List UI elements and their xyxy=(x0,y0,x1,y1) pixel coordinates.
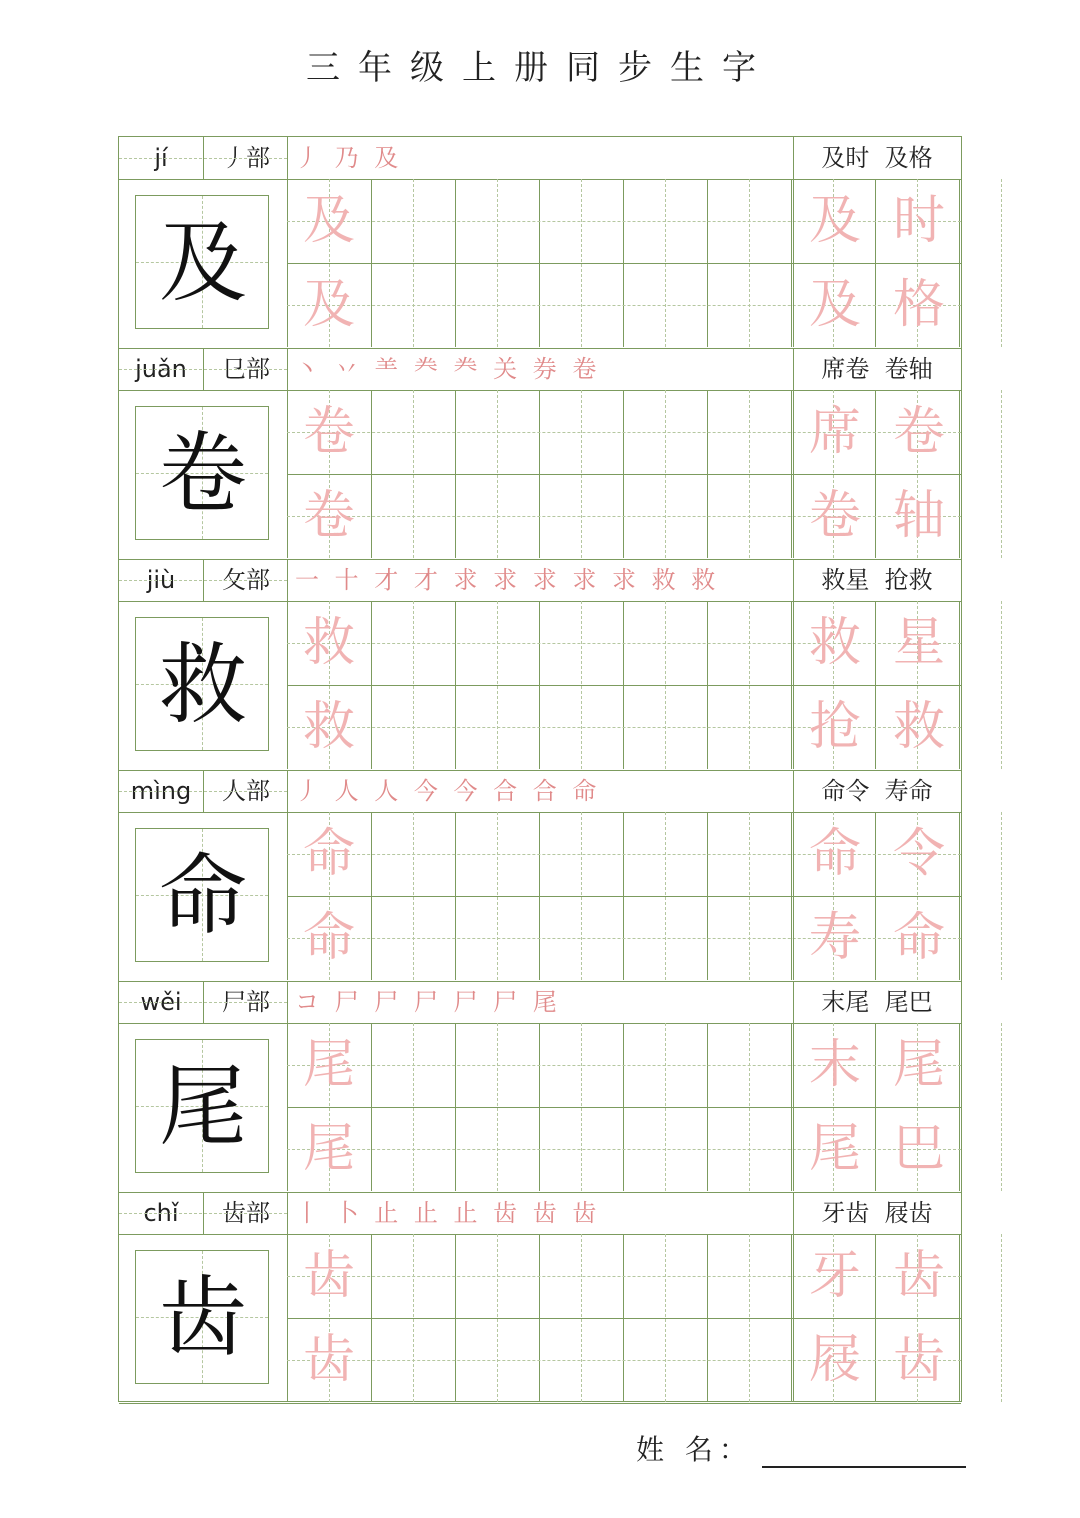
cell-guide xyxy=(749,1234,750,1402)
pinyin-label: jí xyxy=(154,144,168,172)
word-trace-character: 屐 xyxy=(808,1330,861,1390)
word-trace-character: 抢 xyxy=(808,697,861,757)
word-trace-character: 令 xyxy=(892,824,945,884)
words-divider xyxy=(793,981,794,1191)
block-rule xyxy=(119,1403,961,1404)
radical-label: 攵部 xyxy=(222,566,270,594)
cell-guide xyxy=(497,1234,498,1402)
cell-guide xyxy=(581,390,582,558)
header-divider xyxy=(287,770,288,812)
radical-label: 尸部 xyxy=(222,988,270,1016)
header-guide xyxy=(119,1002,287,1003)
trace-character: 及 xyxy=(302,191,355,251)
header-guide xyxy=(119,369,287,370)
header-guide xyxy=(119,580,287,581)
radical-label: 齿部 xyxy=(222,1199,270,1227)
cell-guide xyxy=(1001,812,1002,980)
word-trace-character: 席 xyxy=(808,402,861,462)
cell-guide xyxy=(1001,179,1002,347)
word-trace-character: 时 xyxy=(892,191,945,251)
model-character: 尾 xyxy=(158,1055,247,1158)
cell-guide xyxy=(413,812,414,980)
radical-label: 人部 xyxy=(222,777,270,805)
cell-guide xyxy=(413,1234,414,1402)
cell-guide xyxy=(749,179,750,347)
word-trace-character: 格 xyxy=(892,275,945,335)
trace-character: 命 xyxy=(302,824,355,884)
cell-guide xyxy=(665,390,666,558)
model-character: 卷 xyxy=(158,422,247,525)
cell-guide xyxy=(497,179,498,347)
cell-guide xyxy=(665,601,666,769)
character-block xyxy=(119,770,961,981)
cell-guide xyxy=(1001,390,1002,558)
word-trace-character: 巴 xyxy=(892,1119,945,1179)
words-divider xyxy=(793,1192,794,1402)
stroke-order: 丿 乃 及 xyxy=(295,144,403,172)
cell-guide xyxy=(749,812,750,980)
word-trace-character: 尾 xyxy=(892,1035,945,1095)
model-character-box xyxy=(135,195,269,329)
model-character-box xyxy=(135,406,269,540)
model-character-box xyxy=(135,1039,269,1173)
header-guide xyxy=(119,1213,287,1214)
word-trace-character: 命 xyxy=(808,824,861,884)
cell-guide xyxy=(1001,601,1002,769)
cell-guide xyxy=(497,1023,498,1191)
word-examples: 席卷 卷轴 xyxy=(821,355,933,383)
character-block xyxy=(119,1192,961,1403)
word-trace-character: 卷 xyxy=(892,402,945,462)
cell-guide xyxy=(581,1234,582,1402)
practice-sheet xyxy=(118,136,962,1402)
trace-character: 命 xyxy=(302,908,355,968)
words-divider xyxy=(793,137,794,347)
cell-guide xyxy=(497,812,498,980)
header-divider xyxy=(287,981,288,1023)
header-divider xyxy=(287,137,288,179)
cell-guide xyxy=(749,1023,750,1191)
model-character: 命 xyxy=(158,844,247,947)
cell-guide xyxy=(413,1023,414,1191)
trace-character: 救 xyxy=(302,697,355,757)
model-character-box xyxy=(135,828,269,962)
word-trace-character: 及 xyxy=(808,275,861,335)
cell-guide xyxy=(413,179,414,347)
word-trace-character: 齿 xyxy=(892,1246,945,1306)
word-examples: 牙齿 屐齿 xyxy=(821,1199,933,1227)
model-character: 救 xyxy=(158,633,247,736)
cell-guide xyxy=(413,390,414,558)
trace-character: 卷 xyxy=(302,402,355,462)
word-examples: 救星 抢救 xyxy=(821,566,933,594)
trace-character: 救 xyxy=(302,613,355,673)
trace-character: 及 xyxy=(302,275,355,335)
pinyin-label: jiù xyxy=(146,566,176,594)
cell-guide xyxy=(497,601,498,769)
stroke-order: コ 尸 尸 尸 尸 尸 尾 xyxy=(295,988,561,1016)
cell-guide xyxy=(581,601,582,769)
name-underline[interactable] xyxy=(762,1466,966,1468)
cell-guide xyxy=(413,601,414,769)
model-character: 及 xyxy=(158,211,247,314)
word-trace-character: 救 xyxy=(808,613,861,673)
words-divider xyxy=(793,770,794,980)
header-divider xyxy=(287,1192,288,1234)
word-trace-character: 卷 xyxy=(808,486,861,546)
word-trace-character: 命 xyxy=(892,908,945,968)
word-examples: 及时 及格 xyxy=(821,144,933,172)
header-divider xyxy=(287,559,288,601)
trace-character: 卷 xyxy=(302,486,355,546)
word-trace-character: 末 xyxy=(808,1035,861,1095)
word-trace-character: 牙 xyxy=(808,1246,861,1306)
words-divider xyxy=(793,559,794,769)
word-examples: 末尾 尾巴 xyxy=(821,988,933,1016)
model-character-box xyxy=(135,617,269,751)
cell-guide xyxy=(749,601,750,769)
stroke-order: 一 十 才 才 求 求 求 求 求 救 救 xyxy=(295,566,720,594)
trace-character: 齿 xyxy=(302,1330,355,1390)
cell-guide xyxy=(665,812,666,980)
words-divider xyxy=(793,348,794,558)
pinyin-label: chǐ xyxy=(143,1199,179,1227)
word-trace-character: 及 xyxy=(808,191,861,251)
header-guide xyxy=(119,791,287,792)
cell-guide xyxy=(581,1023,582,1191)
word-trace-character: 齿 xyxy=(892,1330,945,1390)
cell-guide xyxy=(665,179,666,347)
model-character-box xyxy=(135,1250,269,1384)
cell-guide xyxy=(749,390,750,558)
word-examples: 命令 寿命 xyxy=(821,777,933,805)
cell-guide xyxy=(581,179,582,347)
word-trace-character: 轴 xyxy=(892,486,945,546)
pinyin-label: mìng xyxy=(130,777,192,805)
word-trace-character: 星 xyxy=(892,613,945,673)
trace-character: 尾 xyxy=(302,1035,355,1095)
cell-guide xyxy=(497,390,498,558)
header-guide xyxy=(119,158,287,159)
name-label: 姓 名： xyxy=(636,1433,753,1466)
stroke-order: 丿 人 人 今 今 合 合 命 xyxy=(295,777,601,805)
cell-guide xyxy=(1001,1023,1002,1191)
character-block xyxy=(119,559,961,770)
character-block xyxy=(119,348,961,559)
radical-label: 㔾部 xyxy=(222,355,270,383)
cell-guide xyxy=(665,1023,666,1191)
character-block xyxy=(119,137,961,348)
character-block xyxy=(119,981,961,1192)
word-trace-character: 寿 xyxy=(808,908,861,968)
stroke-order: 丶 丷 ⺷ 龹 龹 关 券 卷 xyxy=(295,355,601,383)
stroke-order: 丨 卜 止 止 止 齿 齿 齿 xyxy=(295,1199,601,1227)
header-divider xyxy=(287,348,288,390)
pinyin-label: juǎn xyxy=(135,355,187,383)
word-trace-character: 救 xyxy=(892,697,945,757)
radical-label: 丿部 xyxy=(222,144,270,172)
page-title: 三年级上册同步生字 xyxy=(306,48,774,88)
trace-character: 尾 xyxy=(302,1119,355,1179)
model-character: 齿 xyxy=(158,1266,247,1369)
cell-guide xyxy=(581,812,582,980)
word-trace-character: 尾 xyxy=(808,1119,861,1179)
pinyin-label: wěi xyxy=(140,988,182,1016)
trace-character: 齿 xyxy=(302,1246,355,1306)
cell-guide xyxy=(665,1234,666,1402)
cell-guide xyxy=(1001,1234,1002,1402)
